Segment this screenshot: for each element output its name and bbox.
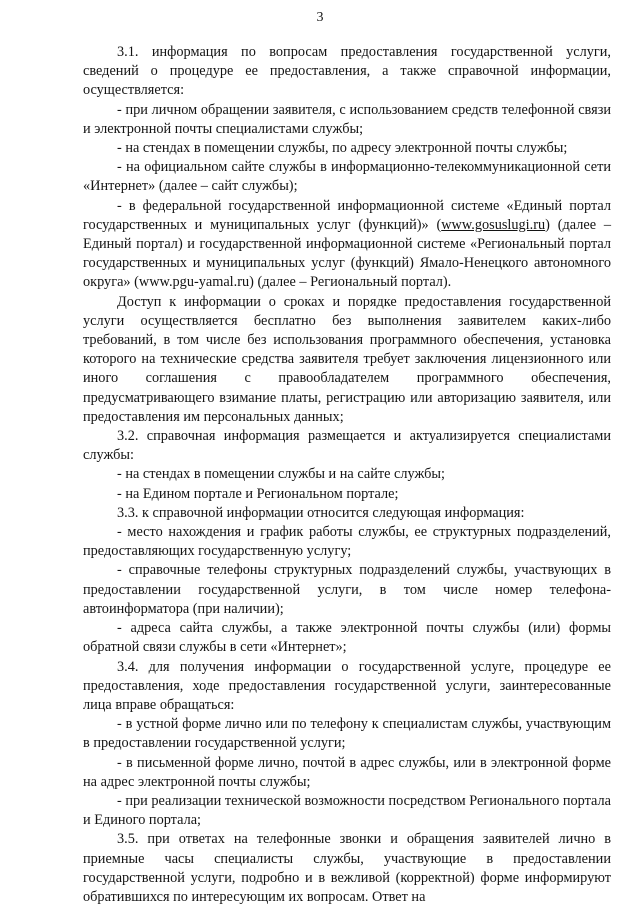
bullet-stands-email: - на стендах в помещении службы, по адресу электронной почты службы; bbox=[117, 140, 568, 157]
bullet-personal-appeal: - при личном обращении заявителя, с использованием средств телефонной связи и электронной почты специалистами службы; bbox=[83, 101, 611, 137]
paragraph-free-access: Доступ к информации о сроках и порядке предоставления государственной услуги осуществляется бесплатно без выполнения заявителем каких-либо требований, в том числе без использования программного обеспечения, установка которого на технические средства заявителя требует заключения лицензионного или иного соглашения с правообладателем программного обеспечения, предусматривающего взимание платы, регистрацию или авторизацию заявителя, или предоставления им персональных данных; bbox=[83, 293, 611, 425]
gosuslugi-link[interactable]: www.gosuslugi.ru bbox=[441, 216, 546, 233]
paragraph-3-4: 3.4. для получения информации о государственной услуге, процедуре ее предоставления, ходе предоставления государственной услуги, заинтересованные лица вправе обращаться: bbox=[83, 658, 611, 713]
bullet-portals: - на Едином портале и Региональном портале; bbox=[117, 485, 399, 502]
bullet-official-website: - на официальном сайте службы в информационно-телекоммуникационной сети «Интернет» (далее – сайт службы); bbox=[83, 159, 611, 195]
paragraph-3-1: 3.1. информация по вопросам предоставления государственной услуги, сведений о процедуре ее предоставления, а также справочной информации, осуществляется: bbox=[83, 44, 611, 99]
bullet-stands-site: - на стендах в помещении службы и на сайте службы; bbox=[117, 466, 446, 483]
paragraph-3-2: 3.2. справочная информация размещается и актуализируется специалистами службы: bbox=[83, 428, 611, 464]
bullet-site-addresses: - адреса сайта службы, а также электронной почты службы (или) формы обратной связи службы в сети «Интернет»; bbox=[83, 620, 611, 656]
bullet-technical-possibility: - при реализации технической возможности посредством Регионального портала и Единого портала; bbox=[83, 792, 611, 829]
document-body bbox=[83, 43, 611, 907]
paragraph-3-3: 3.3. к справочной информации относится следующая информация: bbox=[117, 504, 525, 521]
bullet-written-form: - в письменной форме лично, почтой в адрес службы, или в электронной форме на адрес электронной почты службы; bbox=[83, 754, 611, 790]
bullet-oral-form: - в устной форме лично или по телефону к специалистам службы, участвующим в предоставлении государственной услуги; bbox=[83, 716, 611, 752]
bullet-phones: - справочные телефоны структурных подразделений службы, участвующих в предоставлении государственной услуги, в том числе номер телефона-автоинформатора (при наличии); bbox=[83, 562, 611, 617]
page-number: 3 bbox=[316, 10, 324, 25]
paragraph-3-5: 3.5. при ответах на телефонные звонки и обращения заявителей лично в приемные часы специалисты службы, участвующие в предоставлении государственной услуги, подробно и в вежливой (корректной) форме информируют обратившихся по интересующим их вопросам. Ответ на bbox=[83, 831, 611, 905]
bullet-location-schedule: - место нахождения и график работы службы, ее структурных подразделений, предоставляющих государственную услугу; bbox=[83, 524, 611, 560]
bullet-federal-system: - в федеральной государственной информационной системе «Единый портал государственных и муниципальных услуг (функций)» (www.gosuslugi.ru) (далее – Единый портал) и государственной информационной системе «Региональный портал государственных и муниципальных услуг (функций) Ямало-Ненецкого автономного округа» (www.pgu-yamal.ru) (далее – Региональный портал). bbox=[83, 197, 612, 291]
